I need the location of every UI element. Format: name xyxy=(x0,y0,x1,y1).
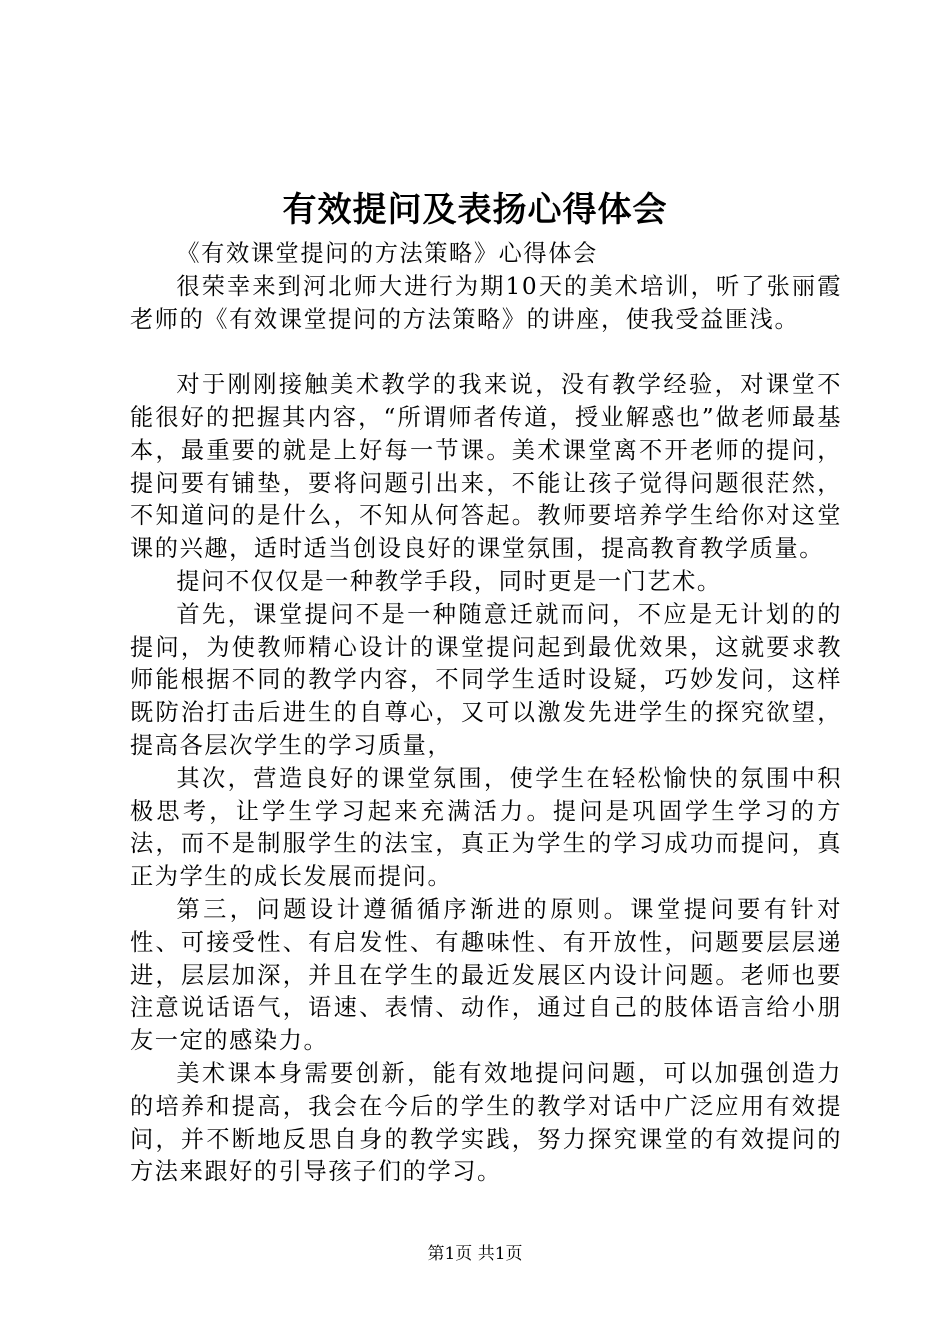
paragraph-second-point: 其次，营造良好的课堂氛围，使学生在轻松愉快的氛围中积极思考，让学生学习起来充满活力。提问是巩固学生学习的方法，而不是制服学生的法宝，真正为学生的学习成功而提问，真正为学生的成长发展而提问。 xyxy=(130,764,842,891)
document-title: 有效提问及表扬心得体会 xyxy=(282,190,668,230)
document-body xyxy=(130,238,842,1189)
paragraph-spacer xyxy=(130,336,842,369)
paragraph-intro: 很荣幸来到河北师大进行为期10天的美术培训，听了张丽霞老师的《有效课堂提问的方法策略》的讲座，使我受益匪浅。 xyxy=(130,272,842,333)
paragraph-art-of-questioning: 提问不仅仅是一种教学手段，同时更是一门艺术。 xyxy=(176,567,722,595)
paragraph-third-point: 第三，问题设计遵循循序渐进的原则。课堂提问要有针对性、可接受性、有启发性、有趣味性、有开放性，问题要层层递进，层层加深，并且在学生的最近发展区内设计问题。老师也要注意说话语气，语速、表情、动作，通过自己的肢体语言给小朋友一定的感染力。 xyxy=(130,895,842,1055)
paragraph-experience: 对于刚刚接触美术教学的我来说，没有教学经验，对课堂不能很好的把握其内容，“所谓师者传道，授业解惑也”做老师最基本，最重要的就是上好每一节课。美术课堂离不开老师的提问，提问要有铺垫，要将问题引出来，不能让孩子觉得问题很茫然，不知道问的是什么，不知从何答起。教师要培养学生给你对这堂课的兴趣，适时适当创设良好的课堂氛围，提高教育教学质量。 xyxy=(130,371,842,563)
paragraph-conclusion: 美术课本身需要创新，能有效地提问问题，可以加强创造力的培养和提高，我会在今后的学生的教学对话中广泛应用有效提问，并不断地反思自身的教学实践，努力探究课堂的有效提问的方法来跟好的引导孩子们的学习。 xyxy=(130,1059,842,1186)
page-number-footer: 第1页 共1页 xyxy=(427,1244,523,1264)
paragraph-first-point: 首先，课堂提问不是一种随意迁就而问，不应是无计划的的提问，为使教师精心设计的课堂提问起到最优效果，这就要求教师能根据不同的教学内容，不同学生适时设疑，巧妙发问，这样既防治打击后进生的自尊心，又可以激发先进学生的探究欲望，提高各层次学生的学习质量， xyxy=(130,600,842,759)
document-subtitle: 《有效课堂提问的方法策略》心得体会 xyxy=(176,240,598,267)
